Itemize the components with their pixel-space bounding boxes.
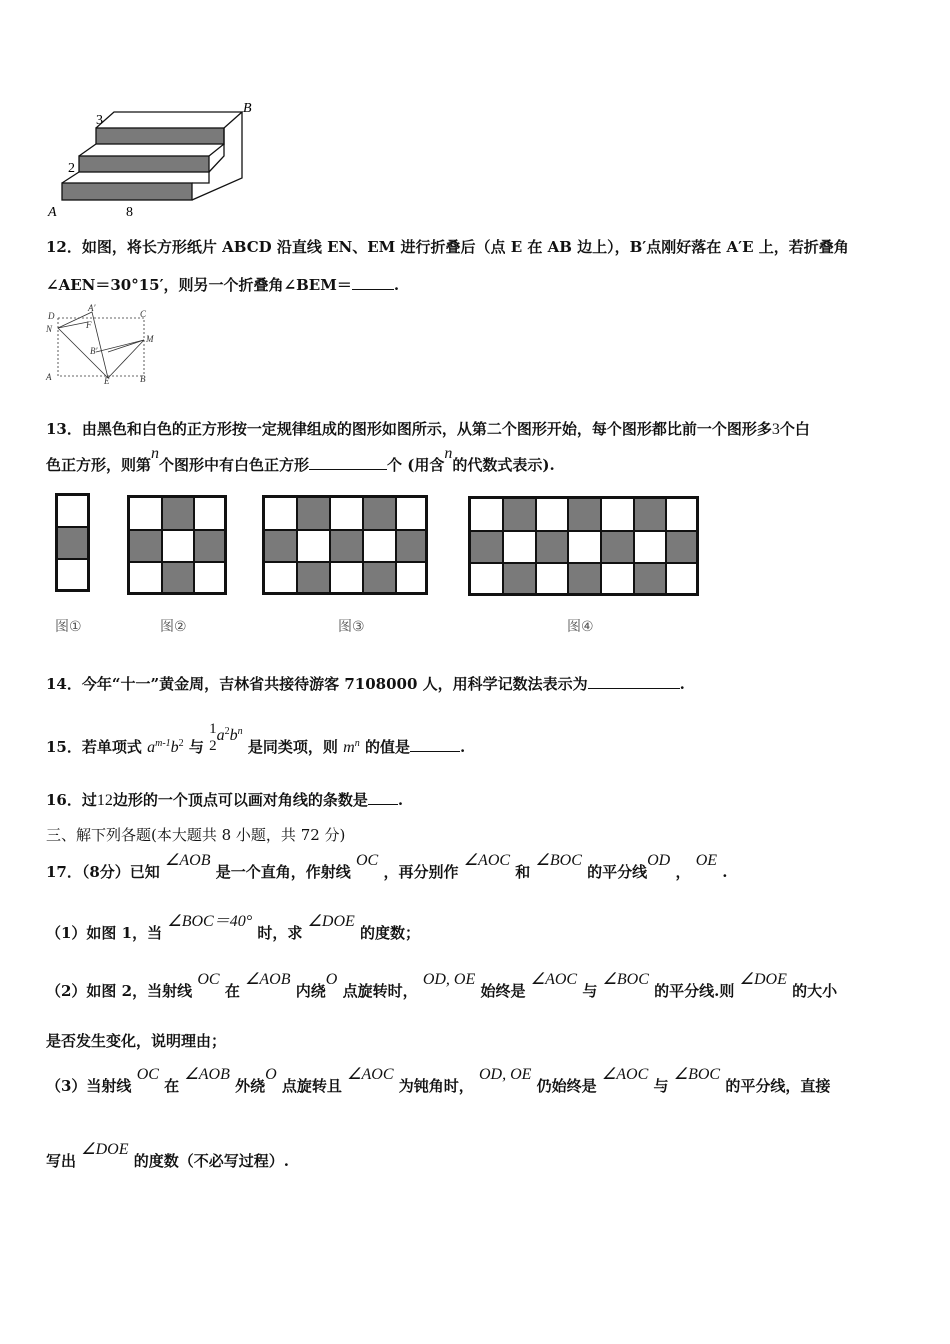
pattern-fig1-label: 图① (55, 619, 82, 635)
pattern-fig4-label: 图④ (567, 619, 594, 635)
stairs-label-b: B (243, 101, 252, 116)
q13-line2: 色正方形，则第n个图形中有白色正方形 个 (用含n的代数式表示). (46, 445, 555, 474)
pattern-fig4 (468, 496, 699, 596)
fig12-f: F (86, 320, 92, 330)
pattern-fig3 (262, 495, 428, 595)
q15-blank[interactable] (410, 737, 460, 752)
q16-line: 16．过12边形的一个顶点可以画对角线的条数是 . (46, 791, 404, 809)
stairs-label-3: 3 (96, 113, 103, 128)
q17-part1: （1）如图 1，当 ∠BOC＝40° 时，求 ∠DOE 的度数； (46, 913, 421, 942)
q17-part2: （2）如图 2，当射线 OC 在 ∠AOB 内绕O 点旋转时， OD, OE 始终是 ∠AOC 与 ∠BOC 的平分线.则 ∠DOE 的大小 (46, 971, 838, 1000)
fig12-m: M (146, 334, 154, 344)
q14-line: 14．今年“十一”黄金周，吉林省共接待游客 7108000 人，用科学记数法表示为 . (46, 675, 685, 693)
stairs-label-2: 2 (68, 161, 75, 176)
pattern-fig2-label: 图② (160, 619, 187, 635)
pattern-fig3-label: 图③ (338, 619, 365, 635)
stairs-label-a: A (48, 205, 57, 220)
q13-line1: 13．由黑色和白色的正方形按一定规律组成的图形如图所示，从第二个图形开始，每个图形都比前一个图形多3个白 (46, 420, 810, 438)
fig12-b1: B′ (90, 346, 98, 356)
q12-blank[interactable] (352, 275, 394, 290)
fig12-e: E (104, 376, 110, 386)
q15-fraction: 1 2 (209, 721, 217, 754)
stairs-label-8: 8 (126, 205, 133, 220)
q12-fold-figure (44, 304, 160, 386)
fig12-a: A (46, 372, 52, 382)
section-3-heading: 三、解下列各题(本大题共 8 小题，共 72 分) (46, 826, 346, 844)
fig12-d: D (48, 311, 55, 321)
q17-part2-cont: 是否发生变化，说明理由； (46, 1032, 227, 1050)
q12-line2: ∠AEN＝30°15′，则另一个折叠角∠BEM＝ . (46, 276, 400, 294)
fig12-b: B (140, 374, 146, 384)
q17-part3-cont: 写出 ∠DOE 的度数（不必写过程）. (46, 1141, 289, 1170)
pattern-fig1 (55, 493, 90, 592)
q15-line: 15．若单项式 $a^{m-1}b^2$ 与 1 2 $a^2b^n$ 是同类项，则 $m^n$ 的值是 . (46, 721, 466, 756)
q12-line1: 12．如图，将长方形纸片 ABCD 沿直线 EN、EM 进行折叠后（点 E 在 AB 边上），B′点刚好落在 A′E 上，若折叠角 (46, 238, 849, 256)
q17-stem: 17．（8分）已知 ∠AOB 是一个直角，作射线 OC ，再分别作 ∠AOC 和 ∠BOC 的平分线OD ， OE . (46, 852, 728, 881)
fig12-n: N (46, 324, 53, 334)
fig12-a1: A′ (88, 304, 96, 313)
q17-part3: （3）当射线 OC 在 ∠AOB 外绕O 点旋转且 ∠AOC 为钝角时， OD, OE 仍始终是 ∠AOC 与 ∠BOC 的平分线，直接 (46, 1066, 831, 1095)
q13-blank[interactable] (309, 455, 387, 470)
pattern-fig2 (127, 495, 227, 595)
fig12-c: C (140, 309, 147, 319)
q16-blank[interactable] (368, 790, 398, 805)
q14-blank[interactable] (588, 674, 680, 689)
stairs-figure (46, 98, 266, 223)
